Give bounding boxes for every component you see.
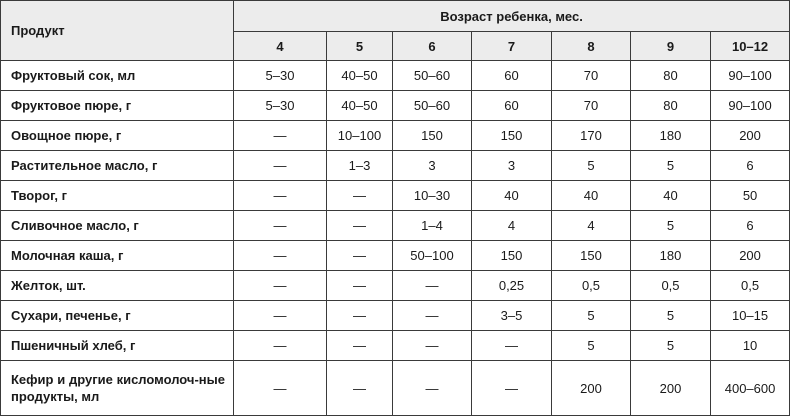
- header-month: 5: [327, 32, 393, 61]
- value-cell: —: [234, 121, 327, 151]
- product-name: Кефир и другие кисломолоч-ные продукты, мл: [1, 361, 234, 416]
- value-cell: 1–4: [393, 211, 472, 241]
- value-cell: —: [234, 181, 327, 211]
- value-cell: 6: [711, 211, 790, 241]
- value-cell: 150: [552, 241, 631, 271]
- value-cell: 150: [472, 241, 552, 271]
- product-name: Пшеничный хлеб, г: [1, 331, 234, 361]
- table-row: [1, 121, 790, 151]
- value-cell: 200: [631, 361, 711, 416]
- header-month: 4: [234, 32, 327, 61]
- value-cell: —: [327, 181, 393, 211]
- product-name: Сухари, печенье, г: [1, 301, 234, 331]
- value-cell: —: [393, 361, 472, 416]
- header-age-group: Возраст ребенка, мес.: [234, 1, 790, 32]
- header-month: 8: [552, 32, 631, 61]
- product-name: Растительное масло, г: [1, 151, 234, 181]
- table-row: [1, 271, 790, 301]
- header-product: Продукт: [1, 1, 234, 61]
- value-cell: —: [234, 301, 327, 331]
- value-cell: 5: [631, 301, 711, 331]
- value-cell: 70: [552, 61, 631, 91]
- value-cell: 50–100: [393, 241, 472, 271]
- header-month: 7: [472, 32, 552, 61]
- value-cell: 4: [472, 211, 552, 241]
- table-row: [1, 181, 790, 211]
- product-name: Фруктовое пюре, г: [1, 91, 234, 121]
- header-month: 9: [631, 32, 711, 61]
- value-cell: —: [234, 151, 327, 181]
- value-cell: —: [234, 271, 327, 301]
- value-cell: —: [327, 271, 393, 301]
- value-cell: 5: [631, 151, 711, 181]
- value-cell: 0,5: [711, 271, 790, 301]
- value-cell: 150: [393, 121, 472, 151]
- value-cell: 180: [631, 241, 711, 271]
- value-cell: 40: [631, 181, 711, 211]
- value-cell: —: [472, 361, 552, 416]
- value-cell: 50–60: [393, 91, 472, 121]
- value-cell: 0,5: [552, 271, 631, 301]
- value-cell: 50: [711, 181, 790, 211]
- header-month: 10–12: [711, 32, 790, 61]
- value-cell: 90–100: [711, 61, 790, 91]
- product-name: Овощное пюре, г: [1, 121, 234, 151]
- product-name: Желток, шт.: [1, 271, 234, 301]
- value-cell: —: [327, 211, 393, 241]
- table-row: [1, 91, 790, 121]
- value-cell: —: [393, 331, 472, 361]
- value-cell: 50–60: [393, 61, 472, 91]
- value-cell: 0,25: [472, 271, 552, 301]
- value-cell: 60: [472, 61, 552, 91]
- product-name: Творог, г: [1, 181, 234, 211]
- table-row: [1, 211, 790, 241]
- value-cell: 200: [552, 361, 631, 416]
- value-cell: 5: [552, 151, 631, 181]
- value-cell: 5: [631, 331, 711, 361]
- table-row: [1, 241, 790, 271]
- value-cell: 5–30: [234, 61, 327, 91]
- product-name: Сливочное масло, г: [1, 211, 234, 241]
- value-cell: 5: [552, 301, 631, 331]
- value-cell: 0,5: [631, 271, 711, 301]
- value-cell: 3: [393, 151, 472, 181]
- value-cell: —: [234, 361, 327, 416]
- value-cell: —: [327, 331, 393, 361]
- value-cell: 90–100: [711, 91, 790, 121]
- value-cell: —: [327, 301, 393, 331]
- table-row: [1, 361, 790, 416]
- value-cell: 400–600: [711, 361, 790, 416]
- value-cell: 10–15: [711, 301, 790, 331]
- value-cell: 10–100: [327, 121, 393, 151]
- product-name: Фруктовый сок, мл: [1, 61, 234, 91]
- value-cell: 5–30: [234, 91, 327, 121]
- value-cell: 5: [631, 211, 711, 241]
- value-cell: 40: [552, 181, 631, 211]
- value-cell: 5: [552, 331, 631, 361]
- value-cell: 3: [472, 151, 552, 181]
- value-cell: —: [327, 241, 393, 271]
- value-cell: 40–50: [327, 91, 393, 121]
- table-row: [1, 331, 790, 361]
- value-cell: —: [234, 241, 327, 271]
- value-cell: —: [393, 301, 472, 331]
- value-cell: 80: [631, 61, 711, 91]
- value-cell: 4: [552, 211, 631, 241]
- value-cell: 70: [552, 91, 631, 121]
- value-cell: 80: [631, 91, 711, 121]
- value-cell: 200: [711, 241, 790, 271]
- value-cell: —: [472, 331, 552, 361]
- value-cell: 3–5: [472, 301, 552, 331]
- table-row: [1, 301, 790, 331]
- value-cell: 180: [631, 121, 711, 151]
- value-cell: 40: [472, 181, 552, 211]
- value-cell: 200: [711, 121, 790, 151]
- value-cell: 40–50: [327, 61, 393, 91]
- value-cell: —: [393, 271, 472, 301]
- value-cell: 6: [711, 151, 790, 181]
- value-cell: 10: [711, 331, 790, 361]
- value-cell: 170: [552, 121, 631, 151]
- value-cell: 150: [472, 121, 552, 151]
- value-cell: —: [234, 331, 327, 361]
- table-row: [1, 61, 790, 91]
- table-row: [1, 151, 790, 181]
- value-cell: —: [234, 211, 327, 241]
- value-cell: 10–30: [393, 181, 472, 211]
- value-cell: 60: [472, 91, 552, 121]
- header-month: 6: [393, 32, 472, 61]
- product-name: Молочная каша, г: [1, 241, 234, 271]
- value-cell: 1–3: [327, 151, 393, 181]
- value-cell: —: [327, 361, 393, 416]
